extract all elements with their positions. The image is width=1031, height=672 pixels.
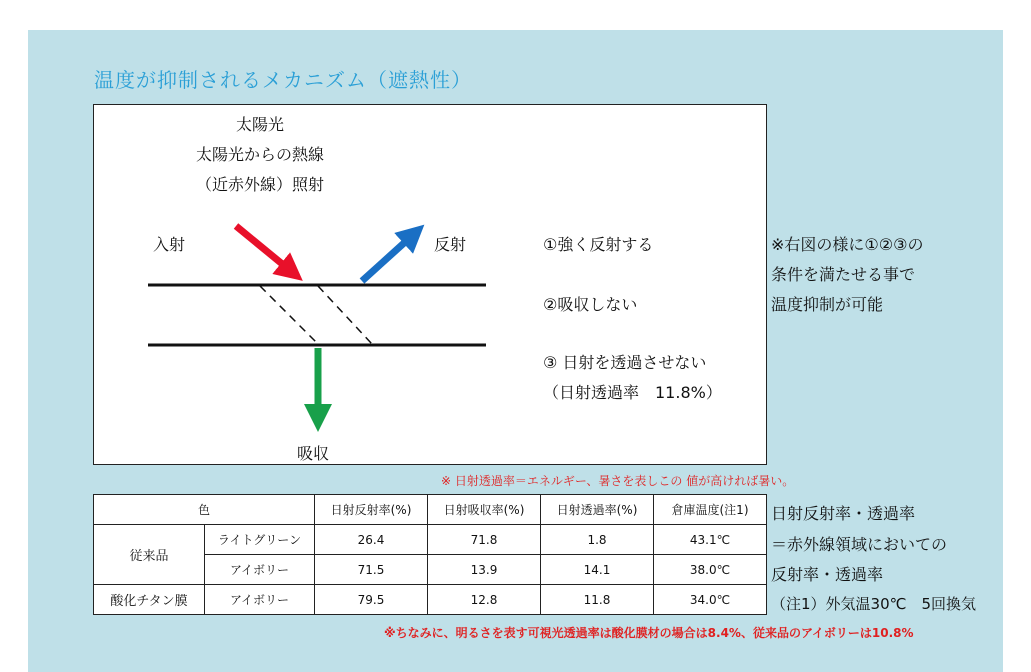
reflect-label: 反射 bbox=[434, 235, 467, 254]
side-note-3: 温度抑制が可能 bbox=[771, 295, 884, 314]
cell-reflect: 71.5 bbox=[315, 555, 428, 585]
cell-absorb: 71.8 bbox=[428, 525, 541, 555]
page-title: 温度が抑制されるメカニズム（遮熱性） bbox=[94, 68, 472, 92]
cell-temp: 34.0℃ bbox=[654, 585, 767, 615]
cell-temp: 43.1℃ bbox=[654, 525, 767, 555]
transmission-dash-2 bbox=[318, 286, 372, 344]
table-side-note-1: 日射反射率・透過率 bbox=[771, 504, 916, 523]
cell-color: アイボリー bbox=[205, 555, 315, 585]
cell-reflect: 79.5 bbox=[315, 585, 428, 615]
condition-2: ②吸収しない bbox=[543, 295, 638, 314]
absorb-label: 吸収 bbox=[297, 444, 330, 463]
comparison-table bbox=[93, 494, 767, 615]
cell-transmit: 14.1 bbox=[541, 555, 654, 585]
header-temp: 倉庫温度(注1) bbox=[654, 495, 767, 525]
header-transmit: 日射透過率(%) bbox=[541, 495, 654, 525]
cell-transmit: 11.8 bbox=[541, 585, 654, 615]
cell-color: アイボリー bbox=[205, 585, 315, 615]
sun-line-3: （近赤外線）照射 bbox=[195, 175, 324, 194]
incident-label: 入射 bbox=[153, 235, 186, 254]
group-label-conventional: 従来品 bbox=[94, 525, 205, 585]
condition-3: ③ 日射を透過させない bbox=[543, 353, 707, 372]
table-row bbox=[94, 585, 767, 615]
cell-transmit: 1.8 bbox=[541, 525, 654, 555]
table-side-note-2: ＝赤外線領域においての bbox=[771, 535, 948, 554]
cell-reflect: 26.4 bbox=[315, 525, 428, 555]
table-row bbox=[94, 525, 767, 555]
sun-line-1: 太陽光 bbox=[235, 115, 284, 134]
visible-light-note: ※ちなみに、明るさを表す可視光透過率は酸化膜材の場合は8.4%、従来品のアイボリーは10.8% bbox=[384, 626, 914, 640]
side-note-1: ※右図の様に①②③の bbox=[771, 235, 924, 254]
sun-line-2: 太陽光からの熱線 bbox=[195, 145, 324, 164]
header-absorb: 日射吸収率(%) bbox=[428, 495, 541, 525]
side-note-2: 条件を満たせる事で bbox=[771, 265, 916, 284]
reflect-arrow-icon bbox=[362, 234, 414, 281]
transmission-note: ※ 日射透過率＝エネルギー、暑さを表しこの 値が高ければ暑い。 bbox=[441, 474, 795, 488]
cell-absorb: 13.9 bbox=[428, 555, 541, 585]
group-label-titanium: 酸化チタン膜 bbox=[94, 585, 205, 615]
table-header-row bbox=[94, 495, 767, 525]
condition-3-detail: （日射透過率 11.8%） bbox=[543, 383, 722, 402]
incident-arrow-icon bbox=[236, 226, 292, 272]
cell-color: ライトグリーン bbox=[205, 525, 315, 555]
cell-temp: 38.0℃ bbox=[654, 555, 767, 585]
condition-1: ①強く反射する bbox=[543, 235, 654, 254]
cell-absorb: 12.8 bbox=[428, 585, 541, 615]
table-side-note-3: 反射率・透過率 bbox=[771, 565, 884, 584]
header-reflect: 日射反射率(%) bbox=[315, 495, 428, 525]
table-side-note-4: （注1）外気温30℃ 5回換気 bbox=[771, 595, 977, 613]
header-color: 色 bbox=[94, 495, 315, 525]
transmission-dash-1 bbox=[260, 286, 318, 344]
